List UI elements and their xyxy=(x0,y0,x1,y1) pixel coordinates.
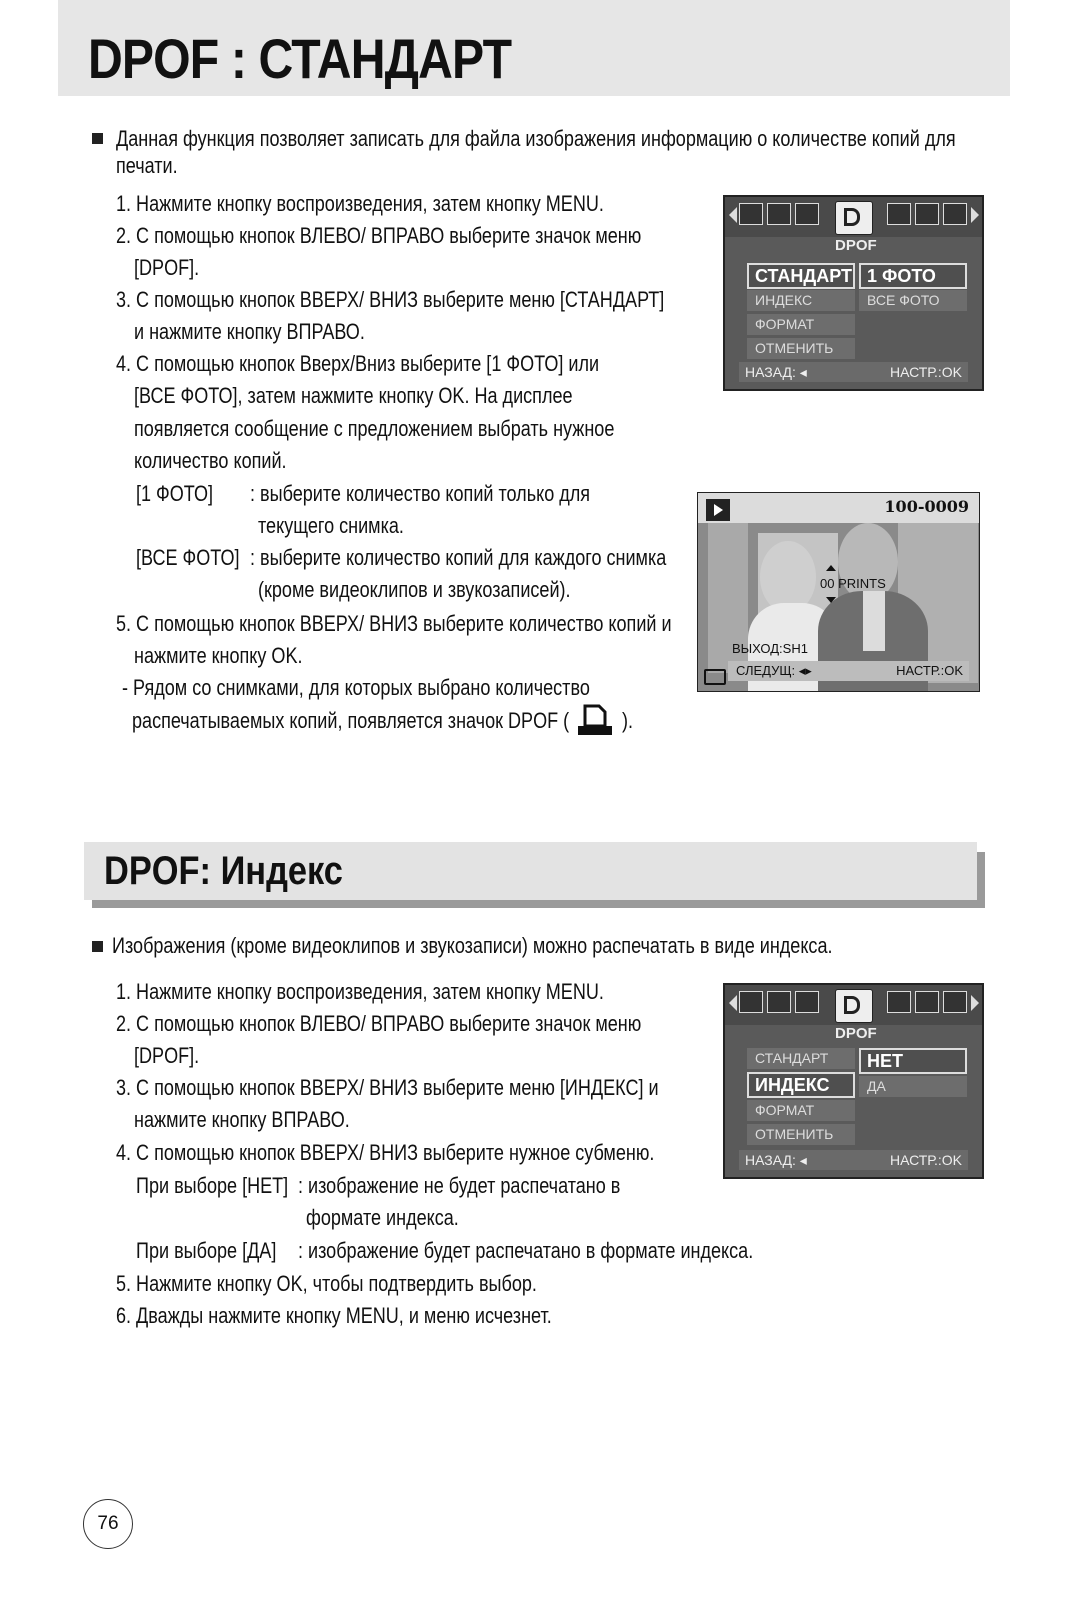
menu-footer xyxy=(739,1150,968,1170)
step-4-cont: появляется сообщение с предложением выбрать нужное xyxy=(134,416,615,441)
menu-item-format: ФОРМАТ xyxy=(747,314,855,335)
play-icon xyxy=(706,499,730,521)
ok-hint: НАСТР.:OK xyxy=(889,364,962,380)
intro-text: Изображения (кроме видеоклипов и звукозаписи) можно распечатать в виде индекса. xyxy=(112,933,833,958)
step-2-cont: [DPOF]. xyxy=(134,1043,200,1068)
step-4: 4. С помощью кнопок ВВЕРХ/ ВНИЗ выберите нужное субменю. xyxy=(116,1140,655,1165)
step-4: 4. С помощью кнопок Вверх/Вниз выберите [1 ФОТО] или xyxy=(116,351,600,376)
edit-tab-icon xyxy=(943,991,967,1013)
step-5: 5. Нажмите кнопку OK, чтобы подтвердить выбор. xyxy=(116,1271,537,1296)
definition-text: : изображение не будет распечатано в xyxy=(298,1173,621,1198)
camera-menu-screen xyxy=(723,195,984,391)
left-arrow-icon xyxy=(729,995,737,1011)
playback-screen xyxy=(697,492,980,692)
left-arrow-icon xyxy=(729,207,737,223)
protect-tab-icon xyxy=(767,203,791,225)
copy-tab-icon xyxy=(887,991,911,1013)
section-title: DPOF: Индекс xyxy=(104,849,343,893)
user-tab-icon xyxy=(915,991,939,1013)
menu-item-index: ИНДЕКС xyxy=(747,290,855,311)
step-2: 2. С помощью кнопок ВЛЕВО/ ВПРАВО выберите значок меню xyxy=(116,223,642,248)
submenu-item-1-photo: 1 ФОТО xyxy=(859,263,967,289)
ok-hint: НАСТР.:OK xyxy=(889,1152,962,1168)
menu-item-cancel: ОТМЕНИТЬ xyxy=(747,338,855,359)
menu-item-standard: СТАНДАРТ xyxy=(747,1048,855,1069)
menu-tab-bar xyxy=(725,985,982,1025)
user-tab-icon xyxy=(915,203,939,225)
protect-tab-icon xyxy=(767,991,791,1013)
submenu-item-all-photos: ВСЕ ФОТО xyxy=(859,290,967,311)
step-3-cont: нажмите кнопку ВПРАВО. xyxy=(134,1107,350,1132)
menu-item-index: ИНДЕКС xyxy=(747,1072,855,1098)
note-text-cont: распечатываемых копий, появляется значок DPOF ( xyxy=(132,708,570,733)
step-3: 3. С помощью кнопок ВВЕРХ/ ВНИЗ выберите меню [ИНДЕКС] и xyxy=(116,1075,659,1100)
step-5: 5. С помощью кнопок ВВЕРХ/ ВНИЗ выберите количество копий и xyxy=(116,611,672,636)
dpof-print-icon xyxy=(577,704,613,736)
definition-text-cont: (кроме видеоклипов и звукозаписей). xyxy=(258,577,571,602)
back-hint: НАЗАД: ◂ xyxy=(745,1152,807,1168)
copy-tab-icon xyxy=(887,203,911,225)
dpof-tab-icon xyxy=(835,201,873,235)
playback-status-bar xyxy=(698,493,979,523)
definition-term: [1 ФОТО] xyxy=(136,481,214,506)
step-1: 1. Нажмите кнопку воспроизведения, затем кнопку MENU. xyxy=(116,979,604,1004)
prints-count: 00 PRINTS xyxy=(820,576,886,591)
down-arrow-icon xyxy=(826,597,836,603)
menu-footer xyxy=(739,362,968,382)
right-arrow-icon xyxy=(971,207,979,223)
file-number: 100-0009 xyxy=(884,497,969,516)
playback-footer xyxy=(728,661,969,681)
step-5-cont: нажмите кнопку OK. xyxy=(134,643,303,668)
section-title-band xyxy=(84,842,977,900)
intro-text: Данная функция позволяет записать для файла изображения информацию о количестве копий для xyxy=(116,126,956,151)
definition-term: При выборе [НЕТ] xyxy=(136,1173,289,1198)
slideshow-tab-icon xyxy=(739,991,763,1013)
step-6: 6. Дважды нажмите кнопку MENU, и меню исчезнет. xyxy=(116,1303,552,1328)
step-1: 1. Нажмите кнопку воспроизведения, затем кнопку MENU. xyxy=(116,191,604,216)
section-title: DPOF : СТАНДАРТ xyxy=(88,27,512,90)
submenu-item-no: НЕТ xyxy=(859,1048,967,1074)
step-3-cont: и нажмите кнопку ВПРАВО. xyxy=(134,319,365,344)
step-3: 3. С помощью кнопок ВВЕРХ/ ВНИЗ выберите меню [СТАНДАРТ] xyxy=(116,287,665,312)
exit-hint: ВЫХОД:SH1 xyxy=(732,641,808,656)
menu-item-cancel: ОТМЕНИТЬ xyxy=(747,1124,855,1145)
menu-label: DPOF xyxy=(835,1025,877,1042)
dpof-tab-icon xyxy=(835,989,873,1023)
ok-hint: НАСТР.:OK xyxy=(896,663,963,678)
definition-text-cont: текущего снимка. xyxy=(258,513,404,538)
definition-text-cont: формате индекса. xyxy=(306,1205,459,1230)
delete-tab-icon xyxy=(795,203,819,225)
step-2-cont: [DPOF]. xyxy=(134,255,200,280)
submenu-item-yes: ДА xyxy=(859,1076,967,1097)
definition-text: : изображение будет распечатано в формате индекса. xyxy=(298,1238,754,1263)
edit-tab-icon xyxy=(943,203,967,225)
slideshow-tab-icon xyxy=(739,203,763,225)
back-hint: НАЗАД: ◂ xyxy=(745,364,807,380)
bullet-icon xyxy=(92,133,103,144)
bullet-icon xyxy=(92,941,103,952)
step-2: 2. С помощью кнопок ВЛЕВО/ ВПРАВО выберите значок меню xyxy=(116,1011,642,1036)
delete-tab-icon xyxy=(795,991,819,1013)
note-text-end: ). xyxy=(622,708,634,733)
definition-text: : выберите количество копий только для xyxy=(250,481,591,506)
next-hint: СЛЕДУЩ: ◂▸ xyxy=(736,663,812,678)
menu-item-format: ФОРМАТ xyxy=(747,1100,855,1121)
section-title-band xyxy=(58,0,1010,96)
page-number: 76 xyxy=(83,1499,133,1549)
right-arrow-icon xyxy=(971,995,979,1011)
up-arrow-icon xyxy=(826,565,836,571)
definition-term: [ВСЕ ФОТО] xyxy=(136,545,240,570)
definition-term: При выборе [ДА] xyxy=(136,1238,277,1263)
menu-label: DPOF xyxy=(835,237,877,254)
menu-item-standard: СТАНДАРТ xyxy=(747,263,855,289)
menu-tab-bar xyxy=(725,197,982,237)
intro-text-cont: печати. xyxy=(116,153,178,178)
dpof-mark-icon xyxy=(704,669,726,685)
definition-text: : выберите количество копий для каждого снимка xyxy=(250,545,667,570)
note-text: - Рядом со снимками, для которых выбрано количество xyxy=(122,675,590,700)
camera-menu-screen xyxy=(723,983,984,1179)
step-4-cont: количество копий. xyxy=(134,448,287,473)
step-4-cont: [ВСЕ ФОТО], затем нажмите кнопку OK. На дисплее xyxy=(134,383,573,408)
